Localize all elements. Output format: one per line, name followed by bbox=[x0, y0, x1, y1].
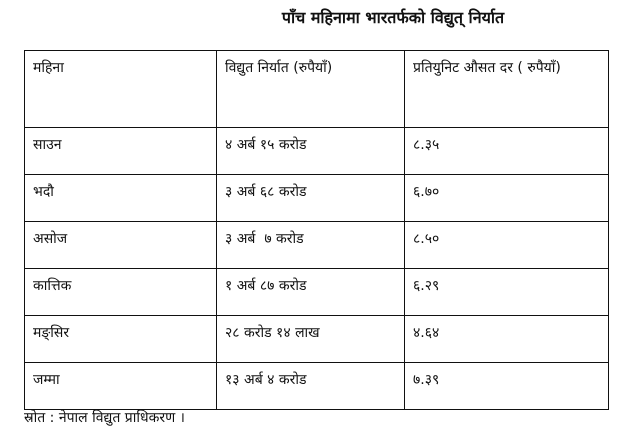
cell-average-rate: ८.३५ bbox=[405, 128, 609, 175]
cell-export-amount: १ अर्ब ८७ करोड bbox=[217, 269, 405, 316]
header-month: महिना bbox=[25, 51, 217, 128]
header-average-rate: प्रतियुनिट औसत दर ( रुपैयाँ) bbox=[405, 51, 609, 128]
table-row bbox=[25, 222, 609, 269]
cell-month: असोज bbox=[25, 222, 217, 269]
table-row bbox=[25, 175, 609, 222]
table-row bbox=[25, 316, 609, 363]
cell-average-rate: ८.५० bbox=[405, 222, 609, 269]
cell-export-amount: ३ अर्ब ६८ करोड bbox=[217, 175, 405, 222]
cell-export-amount: ३ अर्ब ७ करोड bbox=[217, 222, 405, 269]
cell-average-rate: ६.७० bbox=[405, 175, 609, 222]
cell-month: कात्तिक bbox=[25, 269, 217, 316]
cell-month: मङ्सिर bbox=[25, 316, 217, 363]
table-row bbox=[25, 128, 609, 175]
cell-export-amount: २८ करोड १४ लाख bbox=[217, 316, 405, 363]
cell-month: जम्मा bbox=[25, 363, 217, 410]
table-row-total bbox=[25, 363, 609, 410]
cell-month: साउन bbox=[25, 128, 217, 175]
cell-average-rate: ७.३९ bbox=[405, 363, 609, 410]
cell-month: भदौ bbox=[25, 175, 217, 222]
cell-export-amount: १३ अर्ब ४ करोड bbox=[217, 363, 405, 410]
export-table bbox=[24, 50, 609, 410]
cell-average-rate: ६.२९ bbox=[405, 269, 609, 316]
table-header-row bbox=[25, 51, 609, 128]
cell-export-amount: ४ अर्ब १५ करोड bbox=[217, 128, 405, 175]
header-export-amount: विद्युत निर्यात (रुपैयाँ) bbox=[217, 51, 405, 128]
source-note: स्रोत : नेपाल विद्युत प्राधिकरण । bbox=[24, 410, 185, 426]
document-title: पाँच महिनामा भारतर्फको विद्युत् निर्यात bbox=[281, 8, 505, 27]
table-row bbox=[25, 269, 609, 316]
cell-average-rate: ४.६४ bbox=[405, 316, 609, 363]
